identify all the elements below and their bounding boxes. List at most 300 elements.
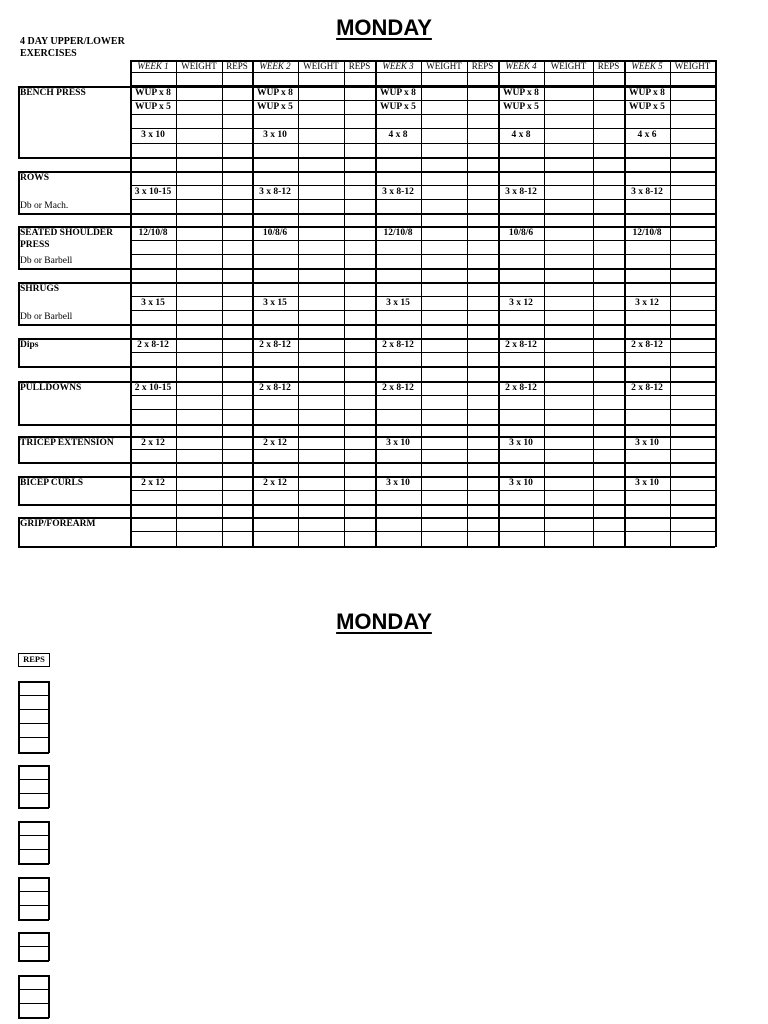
grid-column-line — [222, 282, 223, 325]
grid-column-line — [421, 476, 422, 505]
spacer-column-line — [130, 504, 132, 517]
reps-grid-row-line — [18, 765, 49, 767]
week-header: WEEK 4 — [505, 61, 537, 71]
grid-column-line — [544, 282, 545, 325]
reps-grid-row-line — [18, 695, 49, 696]
grid-column-line — [593, 282, 594, 325]
spacer-column-line — [375, 424, 377, 436]
grid-column-line — [593, 171, 594, 214]
spacer-column-line — [624, 324, 626, 338]
grid-row-line — [130, 199, 715, 200]
grid-column-line — [467, 282, 468, 325]
spacer-column-line — [544, 504, 545, 517]
reps-grid-left — [18, 877, 20, 920]
grid-column-line — [298, 171, 299, 214]
spacer-column-line — [544, 213, 545, 226]
grid-column-line — [593, 436, 594, 463]
spacer-column-line — [421, 462, 422, 476]
reps-grid-right — [48, 821, 50, 864]
grid-column-line — [222, 171, 223, 214]
grid-column-line — [298, 338, 299, 367]
spacer-column-line — [624, 213, 626, 226]
grid-row-line — [130, 157, 715, 159]
grid-column-line — [344, 338, 345, 367]
grid-column-line — [298, 282, 299, 325]
weight-header: WEIGHT — [426, 61, 462, 71]
grid-column-line — [344, 517, 345, 547]
grid-column-line — [593, 476, 594, 505]
reps-header: REPS — [471, 61, 494, 71]
spacer-column-line — [298, 424, 299, 436]
spacer-column-line — [130, 268, 132, 282]
grid-column-line — [344, 86, 345, 158]
set-scheme: 3 x 10 — [263, 130, 287, 140]
week-header: WEEK 1 — [137, 61, 169, 71]
exercise-box-bottom — [18, 324, 130, 326]
set-scheme: 3 x 10 — [509, 478, 533, 488]
grid-row-line — [130, 254, 715, 255]
grid-row-line — [130, 268, 715, 270]
grid-column-line — [222, 436, 223, 463]
grid-column-line — [344, 171, 345, 214]
reps-grid-row-line — [18, 821, 49, 823]
spacer-column-line — [298, 213, 299, 226]
spacer-column-line — [222, 504, 223, 517]
set-scheme: 3 x 10-15 — [134, 187, 172, 197]
set-scheme: WUP x 8 — [135, 88, 171, 98]
grid-column-line — [498, 517, 500, 547]
set-scheme: WUP x 8 — [257, 88, 293, 98]
spacer-column-line — [375, 504, 377, 517]
spacer-column-line — [375, 157, 377, 171]
spacer-column-line — [176, 268, 177, 282]
set-scheme: WUP x 5 — [503, 102, 539, 112]
grid-column-line — [222, 476, 223, 505]
grid-column-line — [467, 338, 468, 367]
set-scheme: 2 x 8-12 — [631, 340, 663, 350]
spacer-column-line — [252, 213, 254, 226]
reps-column-header: REPS — [18, 653, 50, 667]
set-scheme: 2 x 8-12 — [137, 340, 169, 350]
spacer-column-line — [593, 157, 594, 171]
reps-grid-row-line — [18, 737, 49, 738]
exercise-note: Db or Barbell — [20, 312, 73, 322]
grid-column-line — [176, 476, 177, 505]
grid-column-line — [467, 226, 468, 269]
spacer-column-line — [344, 462, 345, 476]
grid-row-line — [130, 546, 715, 548]
grid-row-line — [130, 395, 715, 396]
spacer-column-line — [593, 213, 594, 226]
reps-grid-left — [18, 821, 20, 864]
spacer-column-line — [498, 462, 500, 476]
grid-column-line — [252, 517, 254, 547]
set-scheme: 12/10/8 — [138, 228, 168, 238]
reps-header: REPS — [348, 61, 371, 71]
header-bottom-border — [130, 72, 715, 73]
grid-column-line — [715, 226, 717, 269]
exercise-box-bottom — [18, 366, 130, 368]
grid-column-line — [298, 476, 299, 505]
grid-column-line — [467, 381, 468, 425]
spacer-column-line — [467, 504, 468, 517]
reps-grid-row-line — [18, 905, 49, 906]
set-scheme: 3 x 10 — [386, 438, 410, 448]
exercise-name: Dips — [20, 340, 39, 350]
grid-row-line — [130, 324, 715, 326]
grid-column-line — [176, 226, 177, 269]
grid-column-line — [298, 436, 299, 463]
reps-grid-row-line — [18, 681, 49, 683]
set-scheme: 3 x 8-12 — [259, 187, 291, 197]
spacer-column-line — [498, 324, 500, 338]
spacer-column-line — [252, 462, 254, 476]
spacer-column-line — [421, 366, 422, 381]
spacer-column-line — [421, 504, 422, 517]
spacer-column-line — [670, 424, 671, 436]
spacer-column-line — [222, 268, 223, 282]
spacer-column-line — [544, 366, 545, 381]
reps-grid-row-line — [18, 1003, 49, 1004]
grid-column-line — [222, 226, 223, 269]
spacer-column-line — [467, 157, 468, 171]
grid-column-line — [421, 171, 422, 214]
exercise-name: SHRUGS — [20, 284, 60, 294]
spacer-column-line — [593, 324, 594, 338]
grid-column-line — [670, 171, 671, 214]
spacer-column-line — [130, 324, 132, 338]
grid-column-line — [344, 436, 345, 463]
set-scheme: 2 x 12 — [141, 478, 165, 488]
spacer-column-line — [544, 424, 545, 436]
spacer-column-line — [130, 462, 132, 476]
set-scheme: 3 x 10 — [141, 130, 165, 140]
grid-column-line — [298, 86, 299, 158]
set-scheme: 2 x 8-12 — [382, 340, 414, 350]
grid-column-line — [344, 381, 345, 425]
grid-column-line — [715, 282, 717, 325]
exercise-name: PULLDOWNS — [20, 383, 82, 393]
reps-grid-left — [18, 765, 20, 808]
set-scheme: 3 x 10 — [386, 478, 410, 488]
second-page-title: MONDAY — [336, 609, 432, 634]
spacer-column-line — [344, 504, 345, 517]
spacer-column-line — [222, 462, 223, 476]
spacer-column-line — [344, 157, 345, 171]
reps-grid-right — [48, 932, 50, 961]
reps-header: REPS — [226, 61, 248, 71]
spacer-column-line — [624, 462, 626, 476]
weight-header: WEIGHT — [550, 61, 587, 71]
spacer-column-line — [298, 366, 299, 381]
spacer-column-line — [715, 504, 717, 517]
grid-column-line — [467, 86, 468, 158]
exercise-box-bottom — [18, 213, 130, 215]
spacer-column-line — [176, 462, 177, 476]
grid-column-line — [176, 86, 177, 158]
set-scheme: 3 x 8-12 — [382, 187, 414, 197]
spacer-column-line — [344, 324, 345, 338]
weight-header: WEIGHT — [674, 61, 711, 71]
spacer-column-line — [624, 504, 626, 517]
grid-row-line — [130, 517, 715, 519]
spacer-column-line — [593, 366, 594, 381]
set-scheme: 3 x 10 — [509, 438, 533, 448]
grid-column-line — [544, 476, 545, 505]
grid-column-line — [544, 517, 545, 547]
set-scheme: WUP x 8 — [503, 88, 539, 98]
grid-column-line — [298, 226, 299, 269]
reps-grid-row-line — [18, 960, 49, 962]
grid-row-line — [130, 366, 715, 368]
spacer-column-line — [715, 462, 717, 476]
spacer-column-line — [670, 268, 671, 282]
grid-column-line — [176, 282, 177, 325]
exercise-note: Db or Barbell — [20, 256, 73, 266]
spacer-column-line — [544, 324, 545, 338]
spacer-column-line — [467, 424, 468, 436]
page-title: MONDAY — [336, 15, 432, 40]
week-header: WEEK 3 — [382, 61, 414, 71]
spacer-column-line — [624, 268, 626, 282]
grid-row-line — [130, 143, 715, 144]
grid-column-line — [670, 338, 671, 367]
spacer-column-line — [130, 213, 132, 226]
spacer-column-line — [176, 424, 177, 436]
grid-row-line — [130, 490, 715, 491]
set-scheme: 2 x 8-12 — [631, 383, 663, 393]
spacer-column-line — [467, 366, 468, 381]
grid-column-line — [544, 338, 545, 367]
spacer-column-line — [344, 424, 345, 436]
header-column-line — [715, 60, 717, 86]
set-scheme: WUP x 5 — [135, 102, 171, 112]
reps-grid-row-line — [18, 793, 49, 794]
reps-grid-row-line — [18, 877, 49, 879]
spacer-column-line — [624, 424, 626, 436]
set-scheme: 3 x 8-12 — [631, 187, 663, 197]
spacer-column-line — [467, 268, 468, 282]
grid-column-line — [715, 338, 717, 367]
exercise-box-bottom — [18, 504, 130, 506]
spacer-column-line — [715, 324, 717, 338]
grid-column-line — [715, 517, 717, 547]
spacer-column-line — [421, 424, 422, 436]
reps-grid-left — [18, 975, 20, 1018]
spacer-column-line — [252, 157, 254, 171]
spacer-column-line — [498, 268, 500, 282]
set-scheme: WUP x 5 — [380, 102, 416, 112]
set-scheme: 3 x 10 — [635, 478, 659, 488]
grid-column-line — [593, 338, 594, 367]
grid-row-line — [130, 449, 715, 450]
program-label: 4 DAY UPPER/LOWER EXERCISES — [20, 36, 125, 59]
spacer-column-line — [176, 366, 177, 381]
set-scheme: 2 x 8-12 — [505, 383, 537, 393]
spacer-column-line — [344, 366, 345, 381]
grid-column-line — [176, 171, 177, 214]
spacer-column-line — [222, 324, 223, 338]
exercise-box-bottom — [18, 157, 130, 159]
exercise-name: GRIP/FOREARM — [20, 519, 96, 529]
spacer-column-line — [252, 268, 254, 282]
grid-column-line — [375, 517, 377, 547]
set-scheme: 3 x 10 — [635, 438, 659, 448]
spacer-column-line — [670, 324, 671, 338]
spacer-column-line — [176, 213, 177, 226]
exercise-name: SEATED SHOULDER PRESS — [20, 228, 114, 250]
grid-column-line — [544, 381, 545, 425]
grid-column-line — [176, 338, 177, 367]
spacer-column-line — [467, 213, 468, 226]
grid-column-line — [298, 381, 299, 425]
grid-column-line — [344, 476, 345, 505]
reps-grid-row-line — [18, 946, 49, 947]
spacer-column-line — [222, 213, 223, 226]
reps-header: REPS — [597, 61, 620, 71]
grid-column-line — [467, 517, 468, 547]
spacer-column-line — [498, 157, 500, 171]
grid-row-line — [130, 352, 715, 353]
grid-column-line — [298, 517, 299, 547]
spacer-column-line — [375, 324, 377, 338]
grid-column-line — [593, 381, 594, 425]
reps-grid-row-line — [18, 807, 49, 809]
spacer-column-line — [176, 504, 177, 517]
exercise-name: TRICEP EXTENSION — [20, 438, 114, 448]
grid-column-line — [544, 86, 545, 158]
spacer-column-line — [298, 462, 299, 476]
exercise-name: ROWS — [20, 173, 50, 183]
set-scheme: WUP x 5 — [257, 102, 293, 112]
spacer-column-line — [375, 462, 377, 476]
set-scheme: WUP x 8 — [629, 88, 665, 98]
weight-header: WEIGHT — [181, 61, 217, 71]
set-scheme: 12/10/8 — [632, 228, 662, 238]
set-scheme: 2 x 8-12 — [259, 340, 291, 350]
grid-column-line — [421, 436, 422, 463]
set-scheme: WUP x 8 — [380, 88, 416, 98]
exercise-box-bottom — [18, 268, 130, 270]
spacer-column-line — [715, 366, 717, 381]
grid-column-line — [176, 517, 177, 547]
spacer-column-line — [670, 213, 671, 226]
grid-column-line — [344, 226, 345, 269]
grid-column-line — [670, 476, 671, 505]
set-scheme: WUP x 5 — [629, 102, 665, 112]
grid-row-line — [130, 310, 715, 311]
reps-grid-row-line — [18, 752, 49, 754]
spacer-column-line — [298, 324, 299, 338]
grid-column-line — [467, 476, 468, 505]
reps-grid-row-line — [18, 709, 49, 710]
spacer-column-line — [344, 213, 345, 226]
spacer-column-line — [130, 424, 132, 436]
spacer-column-line — [593, 462, 594, 476]
spacer-column-line — [670, 504, 671, 517]
spacer-column-line — [176, 157, 177, 171]
spacer-column-line — [298, 157, 299, 171]
grid-column-line — [715, 476, 717, 505]
grid-column-line — [544, 226, 545, 269]
spacer-column-line — [593, 268, 594, 282]
grid-column-line — [624, 517, 626, 547]
spacer-column-line — [467, 324, 468, 338]
grid-column-line — [421, 226, 422, 269]
grid-row-line — [130, 504, 715, 506]
spacer-column-line — [222, 366, 223, 381]
grid-column-line — [593, 517, 594, 547]
exercise-name: BICEP CURLS — [20, 478, 84, 488]
spacer-column-line — [715, 213, 717, 226]
set-scheme: 2 x 10-15 — [134, 383, 172, 393]
spacer-column-line — [222, 424, 223, 436]
grid-row-line — [130, 213, 715, 215]
grid-row-line — [130, 409, 715, 410]
reps-grid-row-line — [18, 1017, 49, 1019]
set-scheme: 3 x 8-12 — [505, 187, 537, 197]
set-scheme: 3 x 15 — [263, 298, 287, 308]
grid-column-line — [593, 86, 594, 158]
spacer-column-line — [498, 366, 500, 381]
set-scheme: 2 x 12 — [263, 478, 287, 488]
grid-column-line — [421, 338, 422, 367]
spacer-column-line — [298, 268, 299, 282]
weight-header: WEIGHT — [303, 61, 339, 71]
spacer-column-line — [544, 268, 545, 282]
spacer-column-line — [375, 268, 377, 282]
reps-grid-row-line — [18, 835, 49, 836]
grid-column-line — [421, 282, 422, 325]
spacer-column-line — [344, 268, 345, 282]
spacer-column-line — [421, 213, 422, 226]
set-scheme: 3 x 12 — [509, 298, 533, 308]
set-scheme: 12/10/8 — [383, 228, 413, 238]
set-scheme: 3 x 12 — [635, 298, 659, 308]
spacer-column-line — [593, 424, 594, 436]
spacer-column-line — [670, 366, 671, 381]
spacer-column-line — [544, 462, 545, 476]
set-scheme: 4 x 8 — [388, 130, 408, 140]
reps-grid-row-line — [18, 919, 49, 921]
grid-column-line — [715, 381, 717, 425]
grid-row-line — [130, 424, 715, 426]
reps-grid-row-line — [18, 932, 49, 934]
spacer-column-line — [624, 366, 626, 381]
set-scheme: 2 x 8-12 — [505, 340, 537, 350]
grid-column-line — [467, 171, 468, 214]
spacer-column-line — [544, 157, 545, 171]
set-scheme: 4 x 6 — [637, 130, 657, 140]
spacer-column-line — [593, 504, 594, 517]
reps-grid-row-line — [18, 975, 49, 977]
set-scheme: 10/8/6 — [262, 228, 288, 238]
set-scheme: 2 x 12 — [141, 438, 165, 448]
grid-row-line — [130, 171, 715, 173]
grid-column-line — [593, 226, 594, 269]
spacer-column-line — [670, 157, 671, 171]
exercise-box-bottom — [18, 424, 130, 426]
spacer-column-line — [467, 462, 468, 476]
grid-column-line — [421, 86, 422, 158]
grid-column-line — [544, 171, 545, 214]
reps-grid-right — [48, 681, 50, 753]
grid-column-line — [130, 517, 132, 547]
spacer-column-line — [252, 504, 254, 517]
grid-column-line — [421, 381, 422, 425]
grid-column-line — [222, 381, 223, 425]
spacer-column-line — [375, 366, 377, 381]
